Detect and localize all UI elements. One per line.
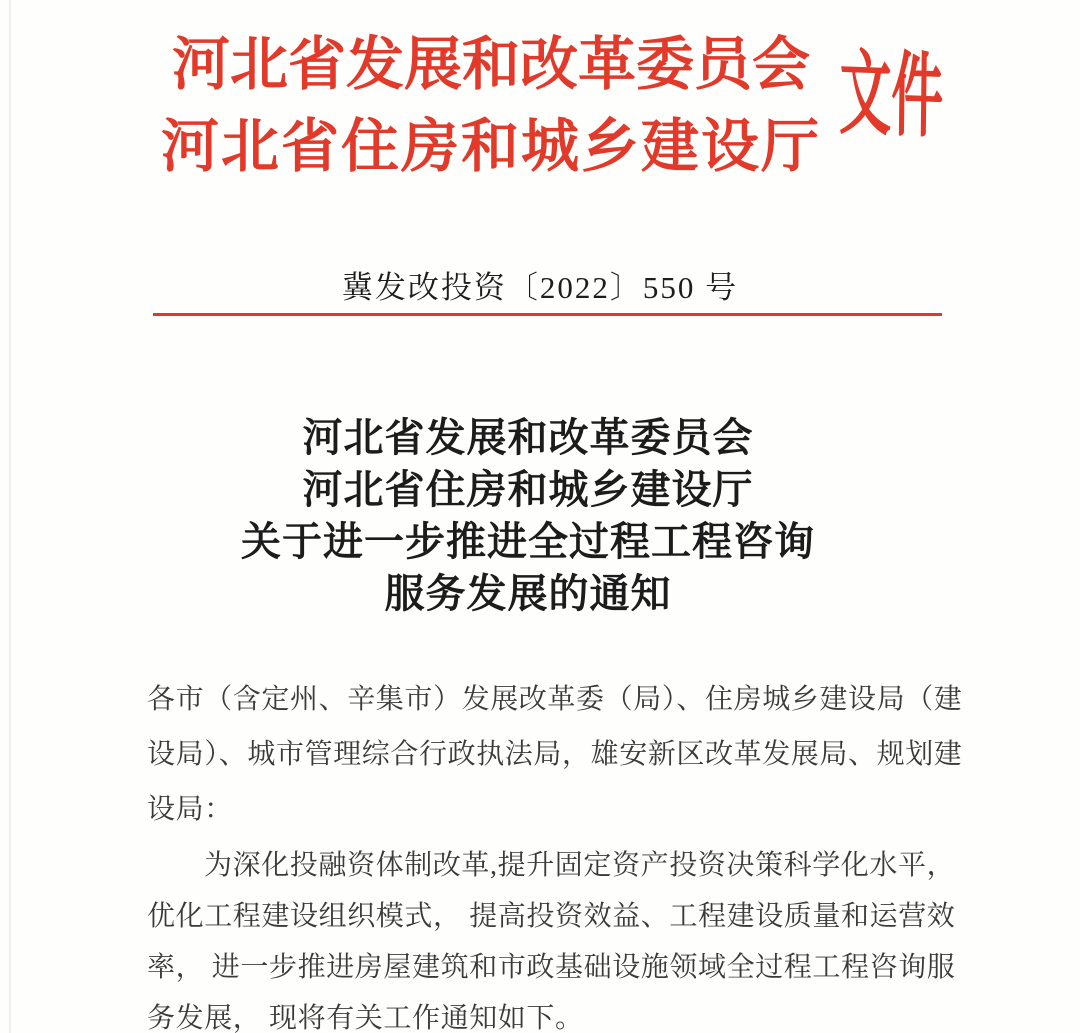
title-line-4: 服务发展的通知 bbox=[384, 571, 672, 616]
main-paragraph-line-3: 率， 进一步推进房屋建筑和市政基础设施领域全过程工程咨询服 bbox=[147, 952, 956, 983]
title-line-3: 关于进一步推进全过程工程咨询 bbox=[241, 519, 815, 564]
letterhead-doc-type-label: 文件 bbox=[838, 42, 944, 150]
main-paragraph-line-2: 优化工程建设组织模式， 提高投资效益、工程建设质量和运营效 bbox=[147, 901, 956, 932]
red-separator-rule bbox=[153, 313, 942, 316]
letterhead-agency-line-2: 河北省住房和城乡建设厅 bbox=[160, 114, 821, 179]
addressee-line-3: 设局： bbox=[147, 794, 233, 825]
addressee-paragraph bbox=[147, 672, 963, 837]
title-line-2: 河北省住房和城乡建设厅 bbox=[302, 467, 754, 512]
title-line-1: 河北省发展和改革委员会 bbox=[302, 415, 754, 460]
document-number: 冀发改投资〔2022〕550 号 bbox=[341, 270, 739, 305]
addressee-line-2: 设局）、城市管理综合行政执法局，雄安新区改革发展局、规划建 bbox=[147, 739, 963, 770]
main-paragraph-line-1: 为深化投融资体制改革,提升固定资产投资决策科学化水平， bbox=[204, 850, 956, 881]
main-paragraph bbox=[147, 840, 956, 1033]
addressee-line-1: 各市（含定州、辛集市）发展改革委（局）、住房城乡建设局（建 bbox=[147, 684, 963, 715]
main-paragraph-line-4: 务发展， 现将有关工作通知如下。 bbox=[147, 1003, 584, 1033]
document-title bbox=[8, 412, 1048, 620]
letterhead-agency-line-1: 河北省发展和改革委员会 bbox=[171, 32, 810, 97]
